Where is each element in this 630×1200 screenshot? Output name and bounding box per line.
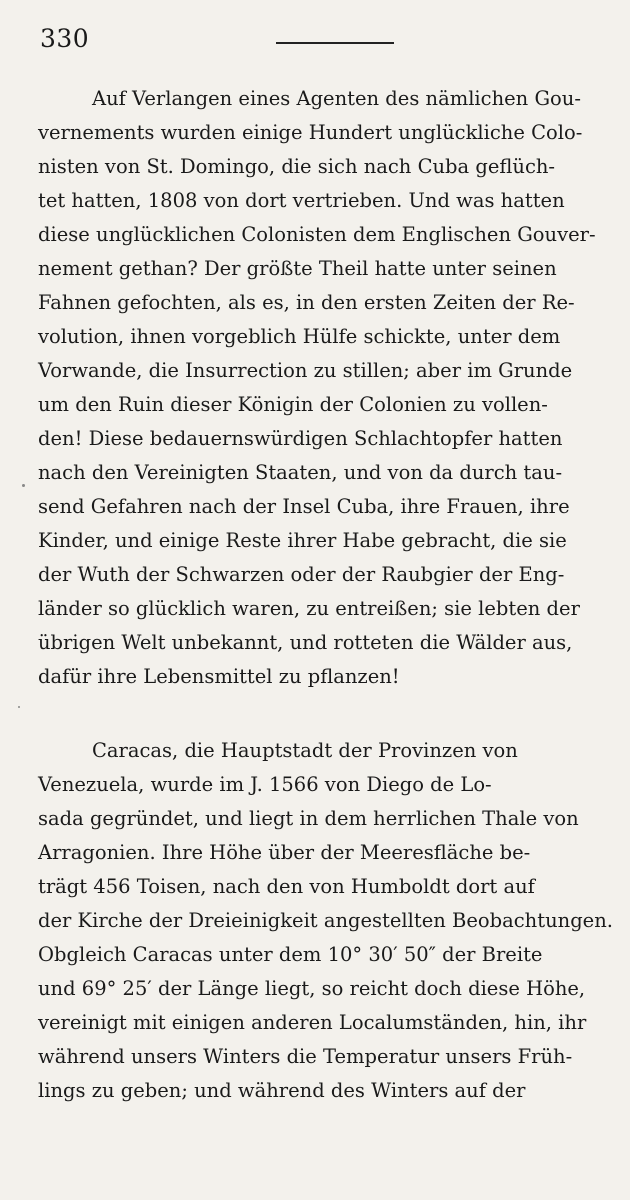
text-line: Arragonien. Ihre Höhe über der Meeresfläche be- — [38, 841, 531, 864]
text-line: vernements wurden einige Hundert unglückliche Colo- — [38, 121, 583, 144]
text-line: nisten von St. Domingo, die sich nach Cuba geflüch- — [38, 155, 556, 178]
paragraph-1 — [38, 82, 616, 694]
text-line: Fahnen gefochten, als es, in den ersten Zeiten der Re- — [38, 291, 575, 314]
text-line: während unsers Winters die Temperatur unsers Früh- — [38, 1045, 573, 1068]
text-line: Caracas, die Hauptstadt der Provinzen von — [92, 739, 518, 762]
header-rule — [276, 42, 394, 44]
text-line: den! Diese bedauernswürdigen Schlachtopfer hatten — [38, 427, 563, 450]
text-line: dafür ihre Lebensmittel zu pflanzen! — [38, 665, 400, 688]
text-line: der Wuth der Schwarzen oder der Raubgier der Eng- — [38, 563, 565, 586]
text-line: lings zu geben; und während des Winters auf der — [38, 1079, 526, 1102]
text-line: trägt 456 Toisen, nach den von Humboldt dort auf — [38, 875, 535, 898]
paper-speck — [22, 484, 25, 487]
text-line: Obgleich Caracas unter dem 10° 30′ 50″ der Breite — [38, 943, 543, 966]
text-line: sada gegründet, und liegt in dem herrlichen Thale von — [38, 807, 579, 830]
text-line: übrigen Welt unbekannt, und rotteten die Wälder aus, — [38, 631, 573, 654]
text-line: Auf Verlangen eines Agenten des nämlichen Gou- — [92, 87, 581, 110]
text-line: volution, ihnen vorgeblich Hülfe schickte, unter dem — [38, 325, 561, 348]
text-line: Kinder, und einige Reste ihrer Habe gebracht, die sie — [38, 529, 567, 552]
text-line: diese unglücklichen Colonisten dem Englischen Gouver- — [38, 223, 596, 246]
text-line: send Gefahren nach der Insel Cuba, ihre Frauen, ihre — [38, 495, 570, 518]
paragraph-2 — [38, 734, 616, 1108]
text-line: nement gethan? Der größte Theil hatte unter seinen — [38, 257, 557, 280]
page-number: 330 — [40, 24, 90, 53]
text-line: nach den Vereinigten Staaten, und von da durch tau- — [38, 461, 563, 484]
text-line: und 69° 25′ der Länge liegt, so reicht doch diese Höhe, — [38, 977, 586, 1000]
paper-speck — [18, 706, 20, 708]
text-line: der Kirche der Dreieinigkeit angestellten Beobachtungen. — [38, 909, 613, 932]
text-line: länder so glücklich waren, zu entreißen; sie lebten der — [38, 597, 580, 620]
text-line: Vorwande, die Insurrection zu stillen; aber im Grunde — [38, 359, 573, 382]
text-line: Venezuela, wurde im J. 1566 von Diego de Lo- — [38, 773, 492, 796]
text-line: um den Ruin dieser Königin der Colonien zu vollen- — [38, 393, 548, 416]
text-line: vereinigt mit einigen anderen Localumständen, hin, ihr — [38, 1011, 587, 1034]
text-line: tet hatten, 1808 von dort vertrieben. Und was hatten — [38, 189, 565, 212]
